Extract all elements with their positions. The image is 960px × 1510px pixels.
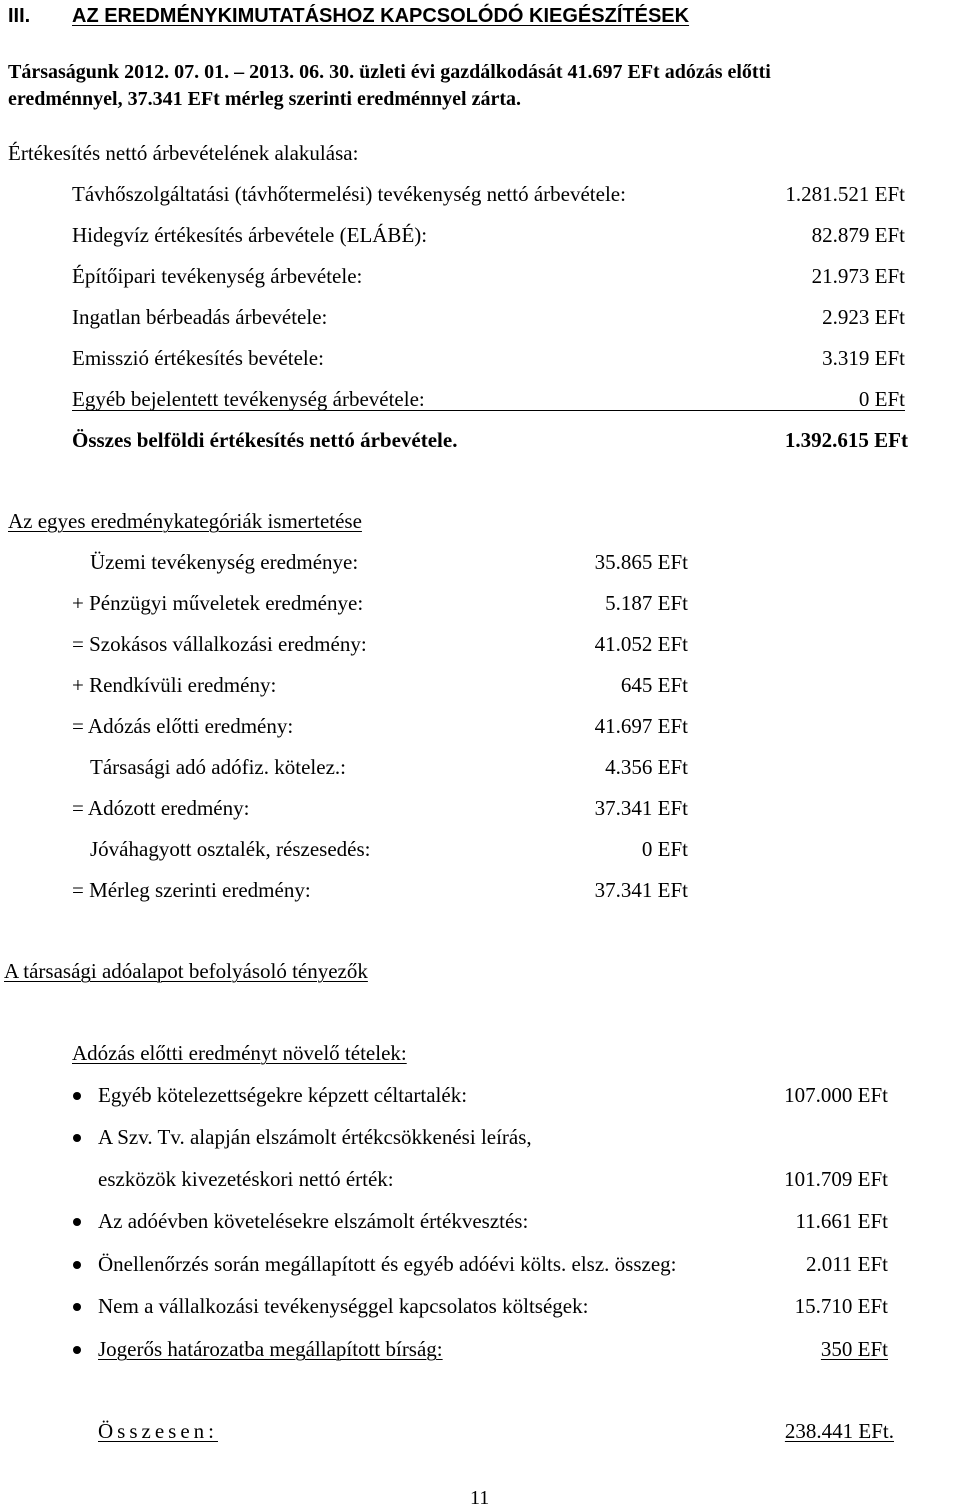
bullet-icon xyxy=(73,1303,81,1311)
section-title: AZ EREDMÉNYKIMUTATÁSHOZ KAPCSOLÓDÓ KIEGÉSZÍTÉSEK xyxy=(72,5,690,27)
tax-item-value: 2.011 EFt xyxy=(805,1252,888,1276)
tax-item-value: 350 EFt xyxy=(820,1337,888,1361)
revenue-row-value: 21.973 EFt xyxy=(811,264,905,288)
results-row-label: = Mérleg szerinti eredmény: xyxy=(72,878,311,902)
revenue-total-value: 1.392.615 EFt xyxy=(784,428,908,452)
section-number: III. xyxy=(8,5,31,27)
tax-total-value: 238.441 EFt. xyxy=(784,1419,894,1443)
tax-item-label: Jogerős határozatba megállapított bírság: xyxy=(98,1337,443,1361)
results-row-value: 41.052 EFt xyxy=(594,632,688,656)
revenue-row-value: 2.923 EFt xyxy=(822,305,905,329)
intro-line-2: eredménnyel, 37.341 EFt mérleg szerinti eredménnyel zárta. xyxy=(8,88,522,110)
tax-item-label: Egyéb kötelezettségekre képzett céltartalék: xyxy=(98,1083,468,1107)
tax-item-label: Nem a vállalkozási tevékenységgel kapcsolatos költségek: xyxy=(98,1294,589,1318)
tax-item-label: A Szv. Tv. alapján elszámolt értékcsökkenési leírás, xyxy=(98,1125,532,1149)
revenue-row-value: 1.281.521 EFt xyxy=(785,182,905,206)
bullet-icon xyxy=(73,1346,81,1354)
tax-item-label: Az adóévben követelésekre elszámolt értékvesztés: xyxy=(98,1209,529,1233)
results-row-label: + Rendkívüli eredmény: xyxy=(72,673,277,697)
revenue-row-label: Emisszió értékesítés bevétele: xyxy=(72,346,324,370)
intro-line-1: Társaságunk 2012. 07. 01. – 2013. 06. 30. üzleti évi gazdálkodását 41.697 EFt adózás előtti xyxy=(8,61,771,83)
bullet-icon xyxy=(73,1261,81,1269)
revenue-row-label: Hidegvíz értékesítés árbevétele (ELÁBÉ): xyxy=(72,223,428,247)
results-row-value: 0 EFt xyxy=(641,837,688,861)
tax-item-label: Önellenőrzés során megállapított és egyéb adóévi költs. elsz. összeg: xyxy=(98,1252,677,1276)
bullet-icon xyxy=(73,1092,81,1100)
sum-rule xyxy=(72,410,905,411)
revenue-row-label: Építőipari tevékenység árbevétele: xyxy=(72,264,363,288)
tax-heading: A társasági adóalapot befolyásoló tényezők xyxy=(4,959,368,983)
revenue-row-label: Távhőszolgáltatási (távhőtermelési) tevékenység nettó árbevétele: xyxy=(72,182,626,206)
page-number: 11 xyxy=(470,1487,490,1509)
revenue-row-value: 82.879 EFt xyxy=(811,223,905,247)
results-row-value: 4.356 EFt xyxy=(605,755,688,779)
tax-item-value: 107.000 EFt xyxy=(784,1083,888,1107)
results-row-label: = Adózás előtti eredmény: xyxy=(72,714,294,738)
results-row-label: + Pénzügyi műveletek eredménye: xyxy=(72,591,364,615)
revenue-row-label: Egyéb bejelentett tevékenység árbevétele: xyxy=(72,387,425,411)
revenue-heading: Értékesítés nettó árbevételének alakulása: xyxy=(8,141,359,165)
revenue-row-value: 0 EFt xyxy=(858,387,905,411)
results-heading: Az egyes eredménykategóriák ismertetése xyxy=(8,509,362,533)
revenue-row-label: Ingatlan bérbeadás árbevétele: xyxy=(72,305,328,329)
results-row-value: 35.865 EFt xyxy=(594,550,688,574)
tax-total-label: Összesen: xyxy=(98,1419,218,1443)
results-row-value: 645 EFt xyxy=(620,673,688,697)
revenue-total-label: Összes belföldi értékesítés nettó árbevétele. xyxy=(72,428,458,452)
results-row-label: Üzemi tevékenység eredménye: xyxy=(90,550,359,574)
results-row-value: 41.697 EFt xyxy=(594,714,688,738)
tax-subheading: Adózás előtti eredményt növelő tételek: xyxy=(72,1041,407,1065)
results-row-label: = Adózott eredmény: xyxy=(72,796,250,820)
tax-item-value: 15.710 EFt xyxy=(794,1294,888,1318)
results-row-label: = Szokásos vállalkozási eredmény: xyxy=(72,632,367,656)
results-row-label: Jóváhagyott osztalék, részesedés: xyxy=(90,837,371,861)
tax-item-value: 11.661 EFt xyxy=(795,1209,888,1233)
results-row-label: Társasági adó adófiz. kötelez.: xyxy=(90,755,346,779)
bullet-icon xyxy=(73,1218,81,1226)
results-row-value: 5.187 EFt xyxy=(605,591,688,615)
results-row-value: 37.341 EFt xyxy=(594,796,688,820)
revenue-row-value: 3.319 EFt xyxy=(822,346,905,370)
results-row-value: 37.341 EFt xyxy=(594,878,688,902)
tax-item-value: 101.709 EFt xyxy=(784,1167,888,1191)
bullet-icon xyxy=(73,1134,81,1142)
tax-item-label-continued: eszközök kivezetéskori nettó érték: xyxy=(98,1167,394,1191)
